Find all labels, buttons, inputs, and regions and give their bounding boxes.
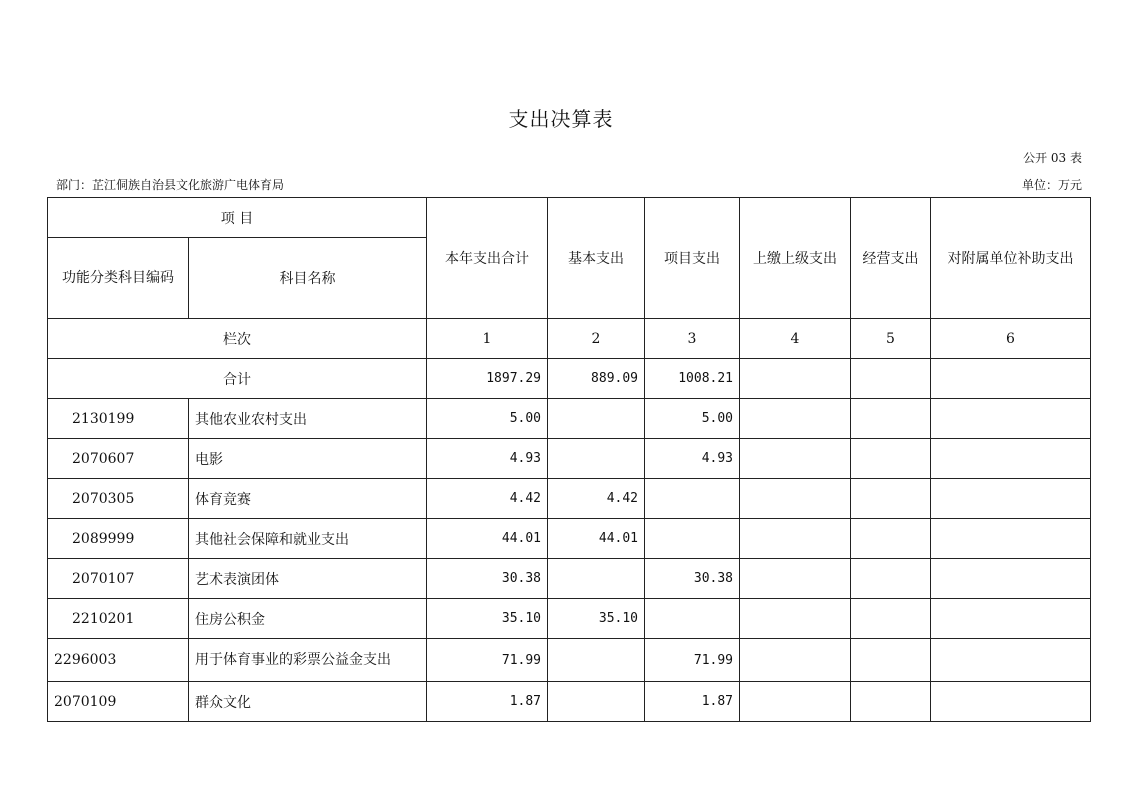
row-code: 2296003 bbox=[48, 639, 189, 682]
expenditure-table bbox=[47, 197, 1091, 722]
total-cell-superior bbox=[740, 359, 851, 399]
row-subsidy bbox=[931, 682, 1091, 722]
row-basic bbox=[548, 399, 645, 439]
table-row bbox=[48, 479, 1091, 519]
row-business bbox=[851, 479, 931, 519]
header-project: 项目支出 bbox=[645, 198, 740, 319]
total-cell-basic: 889.09 bbox=[548, 359, 645, 399]
form-number: 公开 03 表 bbox=[1023, 151, 1082, 165]
row-name: 住房公积金 bbox=[189, 599, 427, 639]
header-basic: 基本支出 bbox=[548, 198, 645, 319]
column-index-number: 4 bbox=[740, 319, 851, 359]
table-row bbox=[48, 439, 1091, 479]
row-project bbox=[645, 599, 740, 639]
table-row bbox=[48, 639, 1091, 682]
total-cell-project: 1008.21 bbox=[645, 359, 740, 399]
row-superior bbox=[740, 639, 851, 682]
row-project: 71.99 bbox=[645, 639, 740, 682]
total-cell-business bbox=[851, 359, 931, 399]
row-total: 5.00 bbox=[427, 399, 548, 439]
row-name: 用于体育事业的彩票公益金支出 bbox=[189, 639, 427, 682]
row-basic: 35.10 bbox=[548, 599, 645, 639]
row-name: 群众文化 bbox=[189, 682, 427, 722]
row-name: 其他社会保障和就业支出 bbox=[189, 519, 427, 559]
row-name: 体育竞赛 bbox=[189, 479, 427, 519]
total-cell-total: 1897.29 bbox=[427, 359, 548, 399]
row-basic bbox=[548, 682, 645, 722]
column-index-label: 栏次 bbox=[48, 319, 427, 359]
row-project: 1.87 bbox=[645, 682, 740, 722]
column-index-number: 1 bbox=[427, 319, 548, 359]
row-code: 2070305 bbox=[48, 479, 189, 519]
row-business bbox=[851, 639, 931, 682]
row-name: 其他农业农村支出 bbox=[189, 399, 427, 439]
table-row bbox=[48, 519, 1091, 559]
page-title: 支出决算表 bbox=[508, 107, 614, 131]
row-code: 2130199 bbox=[48, 399, 189, 439]
row-subsidy bbox=[931, 399, 1091, 439]
total-label: 合计 bbox=[48, 359, 427, 399]
row-business bbox=[851, 399, 931, 439]
row-superior bbox=[740, 559, 851, 599]
table-row bbox=[48, 599, 1091, 639]
row-basic: 44.01 bbox=[548, 519, 645, 559]
row-subsidy bbox=[931, 519, 1091, 559]
row-total: 4.93 bbox=[427, 439, 548, 479]
column-index-number: 3 bbox=[645, 319, 740, 359]
column-index-number: 5 bbox=[851, 319, 931, 359]
row-subsidy bbox=[931, 479, 1091, 519]
row-business bbox=[851, 559, 931, 599]
total-cell-subsidy bbox=[931, 359, 1091, 399]
table-row bbox=[48, 682, 1091, 722]
unit-label: 单位：万元 bbox=[1021, 178, 1082, 192]
row-basic bbox=[548, 439, 645, 479]
row-code: 2210201 bbox=[48, 599, 189, 639]
row-subsidy bbox=[931, 559, 1091, 599]
row-superior bbox=[740, 399, 851, 439]
row-business bbox=[851, 682, 931, 722]
header-superior: 上缴上级支出 bbox=[740, 198, 851, 319]
table-row bbox=[48, 559, 1091, 599]
row-total: 35.10 bbox=[427, 599, 548, 639]
row-total: 30.38 bbox=[427, 559, 548, 599]
row-code: 2089999 bbox=[48, 519, 189, 559]
header-business: 经营支出 bbox=[851, 198, 931, 319]
row-code: 2070107 bbox=[48, 559, 189, 599]
row-basic bbox=[548, 639, 645, 682]
row-total: 4.42 bbox=[427, 479, 548, 519]
row-project: 5.00 bbox=[645, 399, 740, 439]
row-project bbox=[645, 519, 740, 559]
row-basic bbox=[548, 559, 645, 599]
column-index-row bbox=[48, 319, 1091, 359]
row-project bbox=[645, 479, 740, 519]
row-total: 44.01 bbox=[427, 519, 548, 559]
header-item: 项 目 bbox=[48, 198, 427, 238]
row-code: 2070109 bbox=[48, 682, 189, 722]
row-basic: 4.42 bbox=[548, 479, 645, 519]
row-name: 电影 bbox=[189, 439, 427, 479]
row-superior bbox=[740, 479, 851, 519]
row-project: 4.93 bbox=[645, 439, 740, 479]
row-project: 30.38 bbox=[645, 559, 740, 599]
row-superior bbox=[740, 682, 851, 722]
row-total: 71.99 bbox=[427, 639, 548, 682]
column-index-number: 2 bbox=[548, 319, 645, 359]
header-func-code: 功能分类科目编码 bbox=[48, 238, 189, 319]
total-row bbox=[48, 359, 1091, 399]
row-business bbox=[851, 519, 931, 559]
department-label: 部门：芷江侗族自治县文化旅游广电体育局 bbox=[56, 178, 285, 192]
row-subsidy bbox=[931, 439, 1091, 479]
row-superior bbox=[740, 599, 851, 639]
row-subsidy bbox=[931, 599, 1091, 639]
header-total: 本年支出合计 bbox=[427, 198, 548, 319]
header-subject-name: 科目名称 bbox=[189, 238, 427, 319]
row-business bbox=[851, 599, 931, 639]
row-superior bbox=[740, 519, 851, 559]
table-row bbox=[48, 399, 1091, 439]
row-business bbox=[851, 439, 931, 479]
row-subsidy bbox=[931, 639, 1091, 682]
row-name: 艺术表演团体 bbox=[189, 559, 427, 599]
row-code: 2070607 bbox=[48, 439, 189, 479]
row-total: 1.87 bbox=[427, 682, 548, 722]
header-subsidy: 对附属单位补助支出 bbox=[931, 198, 1091, 319]
row-superior bbox=[740, 439, 851, 479]
column-index-number: 6 bbox=[931, 319, 1091, 359]
